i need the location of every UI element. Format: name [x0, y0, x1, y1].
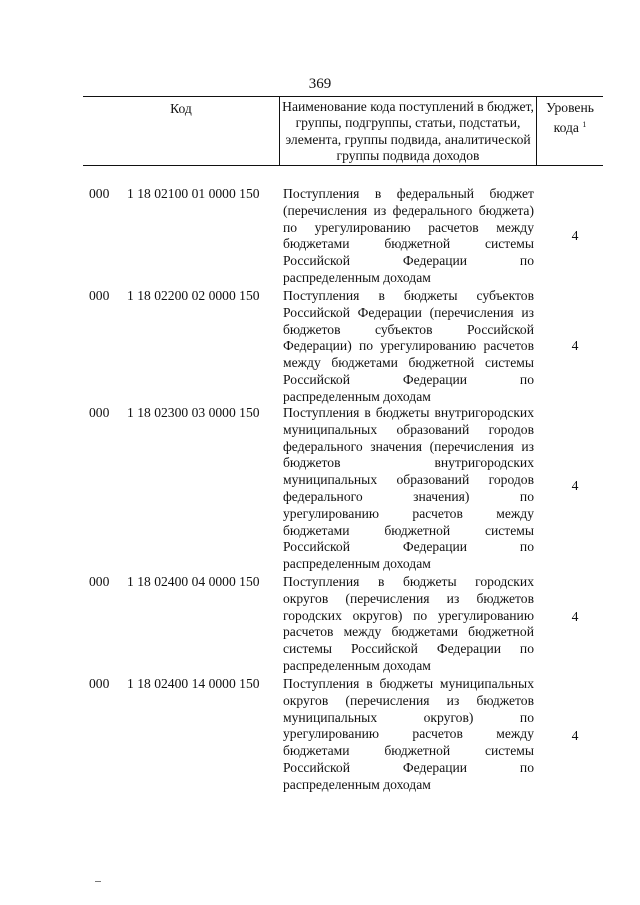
description-last-line: распределенным доходам — [283, 776, 431, 792]
description — [283, 574, 534, 675]
header-level-footnote: 1 — [582, 120, 587, 129]
level-value: 4 — [571, 228, 579, 243]
admin-code: 000 — [89, 186, 110, 201]
revenue-code: 1 18 02400 14 0000 150 — [127, 676, 260, 691]
admin-code: 000 — [89, 574, 110, 589]
description-text: Поступления в бюджеты внутригородских муниципальных образований городов федерального значения (перечисления из бюджетов внутригородских муниципальных образований городов федерального значения) по урегулированию расчетов между бюджетами бюджетной системы Российской Федерации по — [283, 405, 534, 555]
level-value: 4 — [571, 338, 579, 353]
description-text: Поступления в бюджеты субъектов Российской Федерации (перечисления из бюджетов субъектов Российской Федерации) по урегулированию расчетов между бюджетами бюджетной системы Российской Федерации по — [283, 288, 534, 387]
description-text: Поступления в бюджеты городских округов (перечисления из бюджетов городских округов) по урегулированию расчетов между бюджетами бюджетной системы Российской Федерации по — [283, 574, 534, 657]
level-value: 4 — [571, 478, 579, 493]
admin-code: 000 — [89, 405, 110, 420]
level-value: 4 — [571, 609, 579, 624]
table-row — [0, 574, 640, 676]
description — [283, 186, 534, 287]
admin-code: 000 — [89, 288, 110, 303]
description-last-line: распределенным доходам — [283, 657, 431, 673]
table-header — [83, 96, 603, 166]
table-row — [0, 405, 640, 574]
description-text: Поступления в бюджеты муниципальных округов (перечисления из бюджетов муниципальных округов) по урегулированию расчетов между бюджетами бюджетной системы Российской Федерации по — [283, 676, 534, 775]
header-code: Код — [170, 101, 192, 116]
table-row — [0, 676, 640, 796]
table-body — [0, 186, 640, 796]
revenue-code: 1 18 02200 02 0000 150 — [127, 288, 260, 303]
header-level-line2: кода — [553, 120, 579, 135]
revenue-code: 1 18 02300 03 0000 150 — [127, 405, 260, 420]
description-text: Поступления в федеральный бюджет (перечисления из федерального бюджета) по урегулированию расчетов между бюджетами бюджетной системы Российской Федерации по — [283, 186, 534, 269]
page-number: 369 — [308, 76, 332, 92]
description-last-line: распределенным доходам — [283, 556, 431, 572]
scan-mark — [95, 881, 101, 882]
revenue-code: 1 18 02100 01 0000 150 — [127, 186, 260, 201]
description — [283, 288, 534, 406]
description-last-line: распределенным доходам — [283, 388, 431, 404]
description — [283, 676, 534, 794]
table-row — [0, 288, 640, 405]
revenue-code: 1 18 02400 04 0000 150 — [127, 574, 260, 589]
description — [283, 405, 534, 573]
level-value: 4 — [571, 728, 579, 743]
admin-code: 000 — [89, 676, 110, 691]
table-row — [0, 186, 640, 288]
header-name: Наименование кода поступлений в бюджет, группы, подгруппы, статьи, подстатьи, элемента, группы подвида, аналитической группы подвида доходов — [279, 97, 537, 165]
description-last-line: распределенным доходам — [283, 269, 431, 285]
header-level-line1: Уровень — [546, 100, 594, 115]
header-level — [537, 97, 603, 165]
